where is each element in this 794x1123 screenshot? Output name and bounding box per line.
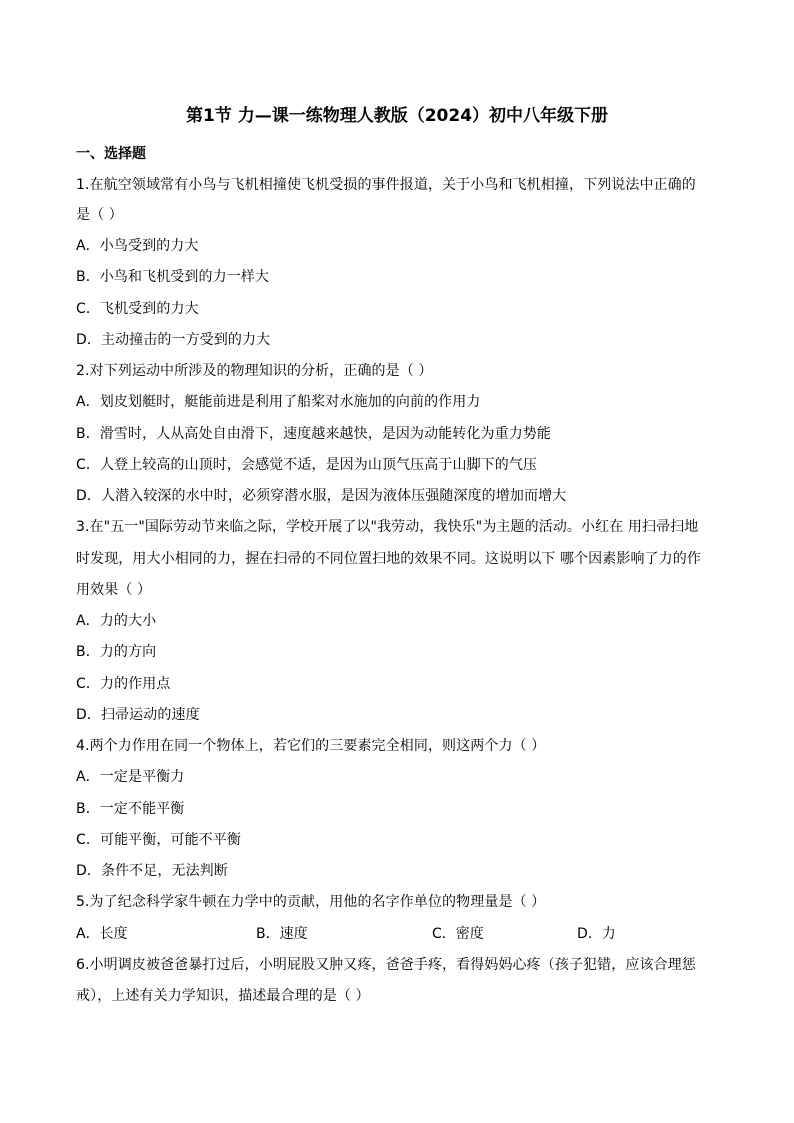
question-4-option-c: C．可能平衡，可能不平衡 <box>76 832 241 848</box>
question-4-stem-line-1: 4.两个力作用在同一个物体上，若它们的三要素完全相同，则这两个力（ ） <box>76 738 546 754</box>
question-2-option-d: D．人潜入较深的水中时，必须穿潜水服，是因为液体压强随深度的增加而增大 <box>76 488 567 504</box>
question-6-stem-line-1: 6.小明调皮被爸爸暴打过后，小明屁股又肿又疼，爸爸手疼，看得妈妈心疼（孩子犯错，应该合理惩 <box>76 957 696 973</box>
section-heading: 一、选择题 <box>76 146 146 162</box>
question-4-option-b: B．一定不能平衡 <box>76 801 185 817</box>
question-5-option-a: A．长度 <box>76 926 128 942</box>
question-2-option-c: C．人登上较高的山顶时，会感觉不适，是因为山顶气压高于山脚下的气压 <box>76 457 538 473</box>
question-1-option-a: A．小鸟受到的力大 <box>76 238 199 254</box>
question-3-option-c: C．力的作用点 <box>76 676 171 692</box>
question-5-option-b: B．速度 <box>256 926 308 942</box>
question-5-stem-line-1: 5.为了纪念科学家牛顿在力学中的贡献，用他的名字作单位的物理量是（ ） <box>76 894 546 910</box>
question-5-option-d: D．力 <box>577 926 616 942</box>
question-3-option-b: B．力的方向 <box>76 644 157 660</box>
question-1-option-c: C．飞机受到的力大 <box>76 301 199 317</box>
question-1-option-d: D．主动撞击的一方受到的力大 <box>76 332 271 348</box>
question-1-stem-line-1: 1.在航空领域常有小鸟与飞机相撞使飞机受损的事件报道，关于小鸟和飞机相撞，下列说法中正确的 <box>76 177 696 193</box>
question-1-stem-line-2: 是（ ） <box>76 207 123 223</box>
question-6-stem-line-2: 戒），上述有关力学知识，描述最合理的是（ ） <box>76 988 370 1004</box>
question-4-option-d: D．条件不足，无法判断 <box>76 863 228 879</box>
question-2-option-b: B．滑雪时，人从高处自由滑下，速度越来越快，是因为动能转化为重力势能 <box>76 426 552 442</box>
question-3-option-a: A．力的大小 <box>76 613 157 629</box>
question-2-option-a: A．划皮划艇时，艇能前进是利用了船桨对水施加的向前的作用力 <box>76 394 481 410</box>
question-3-stem-line-1: 3.在"五一"国际劳动节来临之际，学校开展了以"我劳动，我快乐"为主题的活动。小红在 用扫帚扫地 <box>76 519 699 535</box>
question-1-option-b: B．小鸟和飞机受到的力一样大 <box>76 269 270 285</box>
question-4-option-a: A．一定是平衡力 <box>76 769 185 785</box>
question-5-option-c: C．密度 <box>432 926 484 942</box>
page-title: 第1节 力—课一练物理人教版（2024）初中八年级下册 <box>185 106 609 126</box>
question-3-stem-line-2: 时发现，用大小相同的力，握在扫帚的不同位置扫地的效果不同。这说明以下 哪个因素影响了力的作 <box>76 551 701 567</box>
question-3-stem-line-3: 用效果（ ） <box>76 582 152 598</box>
question-2-stem-line-1: 2.对下列运动中所涉及的物理知识的分析，正确的是（ ） <box>76 363 433 379</box>
question-3-option-d: D．扫帚运动的速度 <box>76 707 200 723</box>
